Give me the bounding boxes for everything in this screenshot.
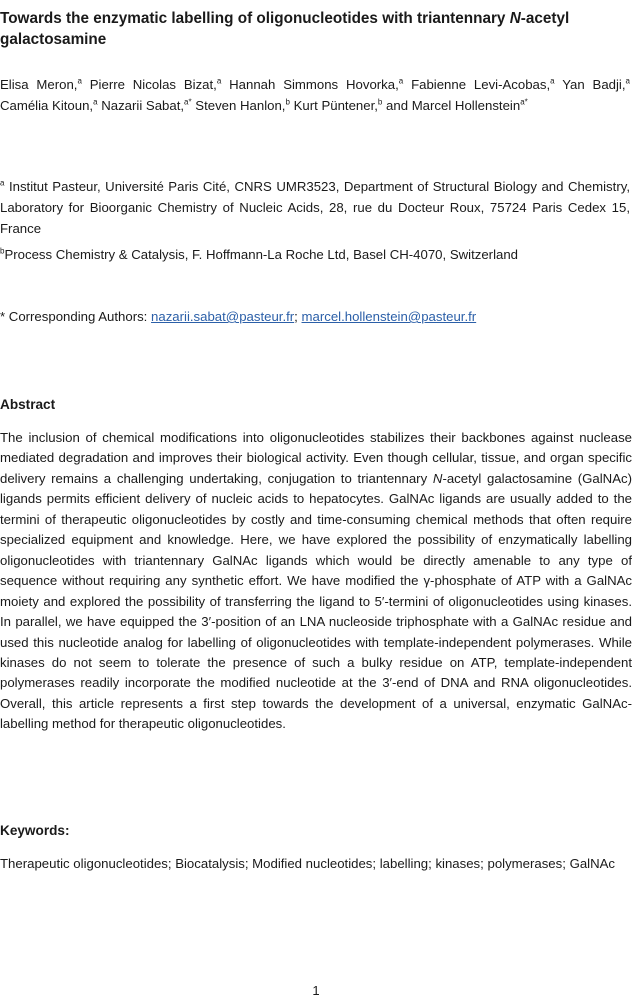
abstract-heading: Abstract xyxy=(0,397,56,412)
author-entry xyxy=(562,77,630,92)
affiliation-a xyxy=(0,176,630,239)
author-affiliation-mark: a xyxy=(216,76,222,86)
author-name: Hannah Simmons Hovorka, xyxy=(229,77,399,92)
abstract-body xyxy=(0,428,632,735)
author-name: Steven Hanlon, xyxy=(195,98,286,113)
author-affiliation-mark: a xyxy=(93,97,98,107)
author-entry xyxy=(411,77,555,92)
author-name: Nazarii Sabat, xyxy=(101,98,185,113)
author-entry xyxy=(90,77,222,92)
author-entry xyxy=(386,98,528,113)
affiliation-a-text: Institut Pasteur, Université Paris Cité, CNRS UMR3523, Department of Structural Biology and Chemistry, Laboratory for Bioorganic Chemistry of Nucleic Acids, 28, rue du Docteur Roux, 75724 Paris Cedex 15, France xyxy=(0,179,630,236)
keywords-heading: Keywords: xyxy=(0,823,70,838)
author-name: Yan Badji, xyxy=(562,77,626,92)
author-name: Camélia Kitoun, xyxy=(0,98,94,113)
author-affiliation-mark: b xyxy=(285,97,290,107)
keywords-body: Therapeutic oligonucleotides; Biocatalysis; Modified nucleotides; labelling; kinases; polymerases; GalNAc xyxy=(0,856,616,871)
email-link-sabat[interactable]: nazarii.sabat@pasteur.fr xyxy=(151,309,295,324)
title-text-1: Towards the enzymatic labelling of oligonucleotides with triantennary xyxy=(0,10,510,27)
author-entry xyxy=(0,77,82,92)
author-name: and Marcel Hollenstein xyxy=(386,98,521,113)
corresponding-authors xyxy=(0,306,630,327)
author-name: Fabienne Levi-Acobas, xyxy=(411,77,551,92)
abstract-italic-n: N xyxy=(432,470,443,486)
abstract-text-2: -acetyl galactosamine (GalNAc) ligands permits efficient delivery of nucleic acids to hepatocytes. GalNAc ligands are usually added to the termini of therapeutic oligonucleotides by costly and time-consuming chemical methods that often require specialized equipment and knowledge. Here, we have explored the possibility of enzymatically labelling oligonucleotides with triantennary GalNAc ligands which would be directly amenable to any type of sequence without requiring any synthetic effort. We have modified the γ-phosphate of ATP with a GalNAc moiety and explored the possibility of transferring the ligand to 5′-termini of oligonucleotides using kinases. In parallel, we have equipped the 3′-position of an LNA nucleoside triphosphate with a GalNAc residue and used this nucleotide analog for labelling of oligonucleotides with template-independent polymerases. While kinases do not seem to tolerate the presence of such a bulky residue on ATP, template-independent polymerases readily incorporate the modified nucleotide at the 3′-end of DNA and RNA oligonucleotides. Overall, this article represents a first step towards the development of a universal, enzymatic GalNAc-labelling method for therapeutic oligonucleotides. xyxy=(0,470,632,732)
author-affiliation-mark: b xyxy=(377,97,383,107)
author-affiliation-mark: a xyxy=(77,76,82,86)
author-name: Kurt Püntener, xyxy=(293,98,378,113)
author-entry xyxy=(294,98,383,113)
author-affiliation-mark: a xyxy=(398,76,404,86)
author-affiliation-mark: a xyxy=(550,76,555,86)
affiliation-b xyxy=(0,244,630,265)
title-italic-n: N xyxy=(509,10,521,27)
author-name: Elisa Meron, xyxy=(0,77,78,92)
title-text-2: -acetyl galactosamine xyxy=(0,10,570,48)
email-link-hollenstein[interactable]: marcel.hollenstein@pasteur.fr xyxy=(301,309,477,324)
author-entry xyxy=(0,98,98,113)
paper-title xyxy=(0,8,628,50)
author-affiliation-mark: a* xyxy=(520,97,528,107)
author-list xyxy=(0,74,630,116)
author-entry xyxy=(195,98,290,113)
author-affiliation-mark: a xyxy=(625,76,630,86)
abstract-text-1: The inclusion of chemical modifications into oligonucleotides stabilizes their backbones against nuclease mediated degradation and improves their biological activity. Even though cellular, tissue, and organ specific delivery remains a challenging undertaking, conjugation to triantennary xyxy=(0,430,632,486)
email-separator: ; xyxy=(294,309,298,324)
affiliation-b-mark: b xyxy=(0,246,5,256)
page-number: 1 xyxy=(312,983,320,998)
author-entry xyxy=(101,98,191,113)
corresponding-label: * Corresponding Authors: xyxy=(0,309,148,324)
affiliation-a-mark: a xyxy=(0,178,5,188)
author-entry xyxy=(229,77,403,92)
author-name: Pierre Nicolas Bizat, xyxy=(89,77,217,92)
author-affiliation-mark: a* xyxy=(184,97,192,107)
affiliation-b-text: Process Chemistry & Catalysis, F. Hoffmann-La Roche Ltd, Basel CH-4070, Switzerland xyxy=(4,247,518,262)
